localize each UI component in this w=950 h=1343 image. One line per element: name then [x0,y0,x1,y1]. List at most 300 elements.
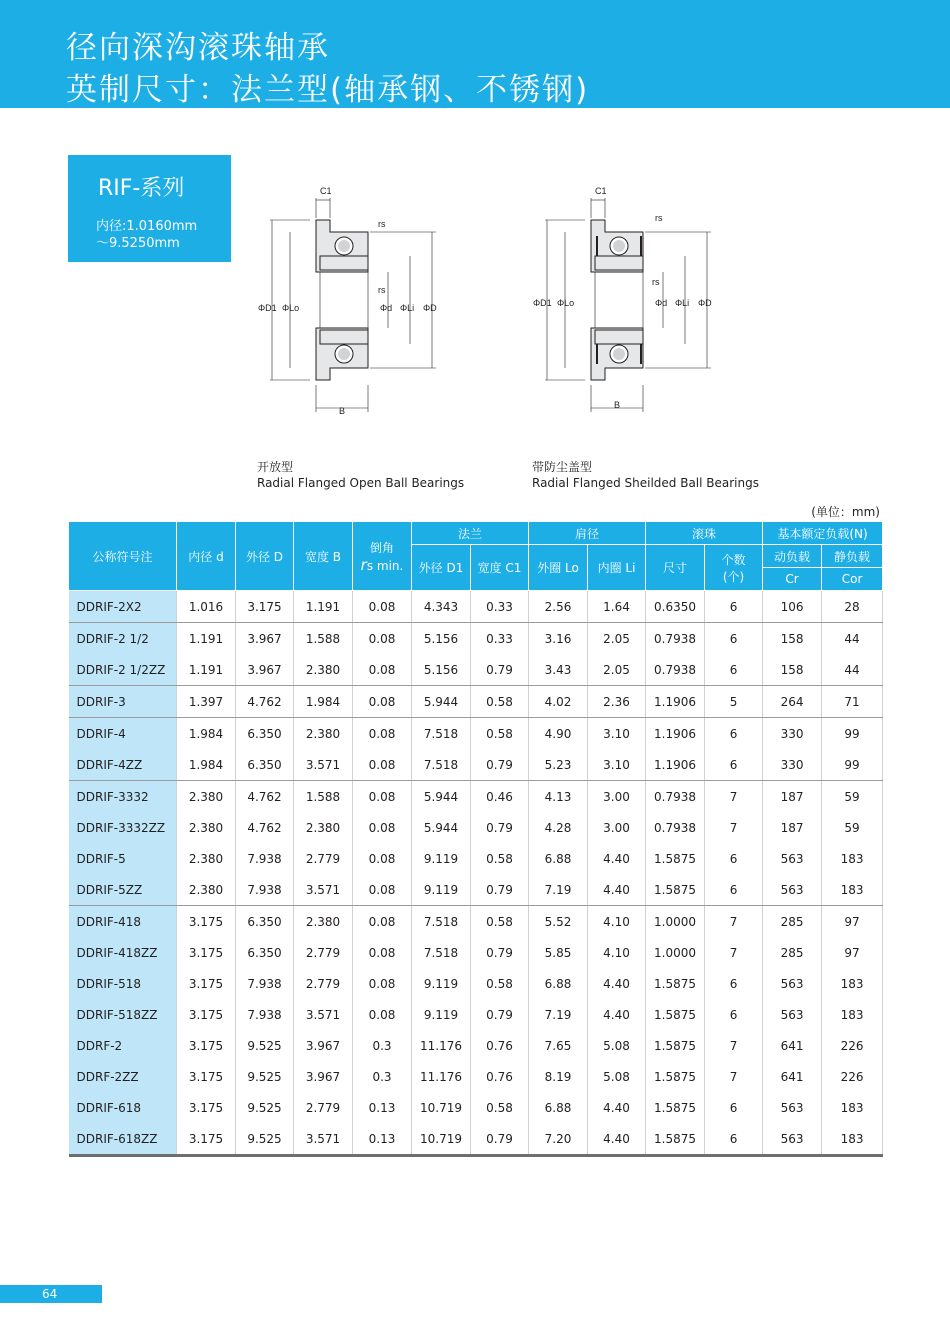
cell-ball-size: 1.5875 [646,874,705,906]
cell-chamfer: 0.08 [353,623,412,655]
cell-cor: 99 [822,718,883,750]
page-number: 64 [42,1287,58,1301]
cell-ball-count: 7 [705,1030,763,1061]
cell-cor: 183 [822,874,883,906]
cell-flange-od: 10.719 [412,1092,471,1123]
cell-cr: 563 [763,968,822,999]
cell-cr: 158 [763,654,822,686]
cell-shoulder-li: 2.05 [588,623,646,655]
series-range-line2: ～9.5250mm [96,236,180,251]
cell-flange-od: 9.119 [412,999,471,1030]
th-flange: 法兰 [412,522,529,545]
cell-inner-d: 1.191 [177,654,236,686]
table-row [69,999,883,1030]
cell-chamfer: 0.08 [353,937,412,968]
cell-chamfer: 0.08 [353,686,412,718]
cell-shoulder-li: 5.08 [588,1061,646,1092]
cell-inner-d: 1.397 [177,686,236,718]
cell-outer-d: 7.938 [236,999,294,1030]
table-row [69,874,883,906]
cell-cor: 183 [822,999,883,1030]
cell-shoulder-li: 3.10 [588,749,646,781]
cell-ball-count: 7 [705,906,763,938]
cell-cor: 97 [822,906,883,938]
cell-cr: 106 [763,591,822,623]
cell-flange-w: 0.79 [471,749,529,781]
cell-flange-od: 9.119 [412,843,471,874]
table-row [69,749,883,781]
cell-shoulder-lo: 7.65 [529,1030,588,1061]
cell-shoulder-li: 3.00 [588,781,646,813]
series-name: RIF-系列 [98,176,185,201]
cell-outer-d: 3.967 [236,623,294,655]
cell-cor: 226 [822,1030,883,1061]
cell-chamfer: 0.08 [353,749,412,781]
cell-model: DDRIF-2 1/2ZZ [69,654,177,686]
cell-ball-count: 6 [705,843,763,874]
cell-flange-od: 7.518 [412,906,471,938]
shielded-caption-en: Radial Flanged Sheilded Ball Bearings [532,476,759,490]
cell-outer-d: 7.938 [236,874,294,906]
cell-shoulder-lo: 5.52 [529,906,588,938]
cell-cor: 183 [822,968,883,999]
open-label-dd: ΦD [423,303,437,313]
cell-flange-w: 0.76 [471,1061,529,1092]
table-row [69,968,883,999]
cell-width-b: 3.571 [294,999,353,1030]
cell-cr: 187 [763,781,822,813]
page-number-tab [0,1285,102,1303]
cell-ball-size: 1.5875 [646,1030,705,1061]
cell-inner-d: 3.175 [177,1061,236,1092]
table-row [69,1030,883,1061]
cell-model: DDRIF-518ZZ [69,999,177,1030]
cell-flange-od: 7.518 [412,937,471,968]
th-chamfer-symbol: r [360,555,367,574]
cell-inner-d: 1.191 [177,623,236,655]
cell-inner-d: 3.175 [177,968,236,999]
cell-inner-d: 2.380 [177,812,236,843]
cell-cr: 285 [763,937,822,968]
cell-shoulder-lo: 2.56 [529,591,588,623]
cell-inner-d: 3.175 [177,1030,236,1061]
cell-width-b: 3.967 [294,1030,353,1061]
th-shoulder-li: 内圈 Li [588,545,646,591]
cell-width-b: 2.380 [294,718,353,750]
cell-cor: 28 [822,591,883,623]
cell-flange-w: 0.79 [471,1123,529,1156]
cell-model: DDRIF-4 [69,718,177,750]
shielded-bearing-drawing [525,180,725,420]
cell-width-b: 1.588 [294,781,353,813]
cell-model: DDRIF-2 1/2 [69,623,177,655]
cell-ball-count: 7 [705,1061,763,1092]
cell-flange-od: 5.944 [412,781,471,813]
cell-shoulder-li: 3.10 [588,718,646,750]
cell-shoulder-lo: 3.43 [529,654,588,686]
open-label-li: ΦLi [400,303,415,313]
th-shoulder-lo: 外圈 Lo [529,545,588,591]
cell-flange-od: 5.944 [412,686,471,718]
cell-outer-d: 9.525 [236,1123,294,1156]
open-label-lo: ΦLo [282,303,300,313]
series-range-line1: 内径:1.0160mm [96,219,198,234]
shielded-bearing-diagram [525,180,725,420]
cell-flange-w: 0.58 [471,1092,529,1123]
cell-cor: 97 [822,937,883,968]
cell-outer-d: 9.525 [236,1030,294,1061]
cell-ball-count: 7 [705,812,763,843]
cell-shoulder-lo: 4.28 [529,812,588,843]
cell-flange-od: 9.119 [412,968,471,999]
shielded-label-b: B [614,400,621,410]
cell-shoulder-li: 2.36 [588,686,646,718]
cell-ball-size: 1.5875 [646,968,705,999]
cell-cor: 226 [822,1061,883,1092]
shielded-label-d: Φd [655,298,668,308]
shielded-label-lo: ΦLo [557,298,575,308]
cell-shoulder-lo: 7.19 [529,999,588,1030]
open-bearing-drawing [250,180,450,420]
th-chamfer-top: 倒角 [369,540,394,555]
th-cr: Cr [763,568,822,591]
shielded-label-rs-top: rs [655,213,663,223]
shielded-label-dd: ΦD [698,298,712,308]
open-caption-cn: 开放型 [257,460,294,474]
cell-cor: 59 [822,812,883,843]
th-static: 静负载 [822,545,883,568]
shielded-label-rs-mid: rs [652,277,660,287]
th-width-b: 宽度 B [294,522,353,591]
page-header [0,0,950,108]
cell-shoulder-lo: 3.16 [529,623,588,655]
cell-cor: 71 [822,686,883,718]
cell-width-b: 2.779 [294,968,353,999]
cell-shoulder-li: 4.40 [588,843,646,874]
cell-width-b: 1.191 [294,591,353,623]
table-row [69,781,883,813]
cell-shoulder-li: 4.40 [588,874,646,906]
cell-model: DDRIF-2X2 [69,591,177,623]
cell-flange-w: 0.58 [471,686,529,718]
cell-shoulder-lo: 7.19 [529,874,588,906]
cell-model: DDRIF-418 [69,906,177,938]
cell-shoulder-lo: 8.19 [529,1061,588,1092]
cell-width-b: 1.588 [294,623,353,655]
open-caption-en: Radial Flanged Open Ball Bearings [257,476,465,490]
cell-inner-d: 1.016 [177,591,236,623]
cell-outer-d: 6.350 [236,937,294,968]
cell-model: DDRIF-4ZZ [69,749,177,781]
cell-chamfer: 0.3 [353,1030,412,1061]
cell-outer-d: 4.762 [236,781,294,813]
cell-flange-w: 0.58 [471,906,529,938]
cell-chamfer: 0.08 [353,968,412,999]
cell-shoulder-li: 4.40 [588,1123,646,1156]
cell-chamfer: 0.08 [353,812,412,843]
cell-width-b: 1.984 [294,686,353,718]
cell-model: DDRIF-518 [69,968,177,999]
cell-cr: 563 [763,874,822,906]
cell-shoulder-lo: 6.88 [529,1092,588,1123]
cell-shoulder-lo: 5.23 [529,749,588,781]
cell-model: DDRIF-3332 [69,781,177,813]
cell-width-b: 3.571 [294,874,353,906]
cell-outer-d: 6.350 [236,906,294,938]
cell-model: DDRIF-618ZZ [69,1123,177,1156]
cell-ball-count: 6 [705,654,763,686]
cell-ball-count: 6 [705,968,763,999]
th-chamfer [353,522,412,591]
cell-ball-size: 0.7938 [646,654,705,686]
cell-cr: 563 [763,1123,822,1156]
cell-inner-d: 2.380 [177,874,236,906]
cell-shoulder-li: 4.40 [588,999,646,1030]
cell-outer-d: 4.762 [236,812,294,843]
open-label-c1: C1 [320,186,332,196]
cell-model: DDRIF-5ZZ [69,874,177,906]
series-badge [68,155,231,262]
shielded-caption [532,459,759,491]
table-row [69,1092,883,1123]
open-label-rs-top: rs [378,219,386,229]
table-row [69,686,883,718]
th-ball-count-2: (个) [722,569,745,584]
cell-model: DDRF-2 [69,1030,177,1061]
cell-inner-d: 2.380 [177,843,236,874]
cell-shoulder-lo: 6.88 [529,843,588,874]
cell-ball-count: 6 [705,1092,763,1123]
cell-ball-count: 5 [705,686,763,718]
cell-model: DDRIF-5 [69,843,177,874]
cell-width-b: 3.571 [294,1123,353,1156]
cell-inner-d: 3.175 [177,999,236,1030]
th-dynamic: 动负载 [763,545,822,568]
table-row [69,1123,883,1156]
cell-shoulder-li: 4.10 [588,906,646,938]
cell-shoulder-lo: 7.20 [529,1123,588,1156]
open-label-rs-mid: rs [378,285,386,295]
cell-shoulder-li: 4.40 [588,968,646,999]
table-row [69,812,883,843]
cell-model: DDRIF-618 [69,1092,177,1123]
cell-cr: 264 [763,686,822,718]
cell-shoulder-li: 2.05 [588,654,646,686]
cell-ball-count: 6 [705,874,763,906]
open-label-d1: ΦD1 [258,303,277,313]
th-flange-od: 外径 D1 [412,545,471,591]
cell-cr: 330 [763,718,822,750]
cell-shoulder-lo: 5.85 [529,937,588,968]
cell-ball-size: 0.7938 [646,623,705,655]
cell-ball-size: 1.5875 [646,1123,705,1156]
cell-flange-od: 7.518 [412,749,471,781]
spec-table-body [69,591,883,1156]
cell-chamfer: 0.13 [353,1123,412,1156]
cell-inner-d: 3.175 [177,1092,236,1123]
cell-ball-size: 1.1906 [646,718,705,750]
th-ball-count [705,545,763,591]
cell-flange-w: 0.46 [471,781,529,813]
cell-shoulder-li: 4.40 [588,1092,646,1123]
cell-ball-count: 6 [705,623,763,655]
cell-chamfer: 0.13 [353,1092,412,1123]
cell-shoulder-lo: 4.90 [529,718,588,750]
cell-flange-w: 0.79 [471,999,529,1030]
table-row [69,654,883,686]
cell-outer-d: 3.967 [236,654,294,686]
cell-model: DDRIF-3 [69,686,177,718]
th-inner-d: 内径 d [177,522,236,591]
cell-flange-w: 0.79 [471,937,529,968]
cell-cor: 99 [822,749,883,781]
cell-ball-count: 6 [705,718,763,750]
cell-ball-size: 1.1906 [646,686,705,718]
open-caption [257,459,464,491]
table-row [69,843,883,874]
cell-outer-d: 9.525 [236,1061,294,1092]
open-label-b: B [339,406,346,416]
page-title-line2: 英制尺寸：法兰型(轴承钢、不锈钢) [66,72,590,108]
cell-ball-size: 1.5875 [646,843,705,874]
cell-inner-d: 3.175 [177,937,236,968]
cell-shoulder-li: 3.00 [588,812,646,843]
cell-ball-size: 1.1906 [646,749,705,781]
cell-cr: 563 [763,1092,822,1123]
page-title-line1: 径向深沟滚珠轴承 [66,30,330,66]
cell-cr: 641 [763,1061,822,1092]
table-row [69,623,883,655]
cell-flange-od: 9.119 [412,874,471,906]
table-row [69,591,883,623]
cell-cor: 44 [822,654,883,686]
cell-shoulder-lo: 4.13 [529,781,588,813]
cell-ball-size: 0.7938 [646,812,705,843]
table-row [69,937,883,968]
cell-flange-w: 0.79 [471,874,529,906]
cell-flange-w: 0.79 [471,654,529,686]
cell-ball-size: 1.5875 [646,1092,705,1123]
cell-flange-w: 0.33 [471,623,529,655]
cell-flange-w: 0.33 [471,591,529,623]
cell-chamfer: 0.08 [353,781,412,813]
cell-model: DDRIF-418ZZ [69,937,177,968]
cell-chamfer: 0.08 [353,591,412,623]
cell-ball-count: 6 [705,999,763,1030]
cell-cr: 563 [763,843,822,874]
th-shoulder: 肩径 [529,522,646,545]
cell-ball-count: 6 [705,591,763,623]
cell-flange-w: 0.76 [471,1030,529,1061]
cell-inner-d: 2.380 [177,781,236,813]
cell-outer-d: 7.938 [236,968,294,999]
cell-inner-d: 1.984 [177,749,236,781]
cell-cr: 641 [763,1030,822,1061]
cell-width-b: 2.779 [294,843,353,874]
open-label-d: Φd [380,303,393,313]
th-ball-size: 尺寸 [646,545,705,591]
cell-outer-d: 3.175 [236,591,294,623]
cell-ball-size: 1.0000 [646,937,705,968]
cell-flange-od: 11.176 [412,1061,471,1092]
cell-flange-w: 0.58 [471,843,529,874]
cell-inner-d: 1.984 [177,718,236,750]
cell-outer-d: 4.762 [236,686,294,718]
shielded-label-li: ΦLi [675,298,690,308]
cell-width-b: 2.779 [294,1092,353,1123]
cell-ball-count: 7 [705,937,763,968]
cell-ball-count: 6 [705,1123,763,1156]
cell-ball-size: 1.5875 [646,1061,705,1092]
cell-chamfer: 0.08 [353,874,412,906]
table-row [69,1061,883,1092]
cell-cr: 330 [763,749,822,781]
cell-outer-d: 6.350 [236,749,294,781]
unit-note: (单位：mm) [811,505,880,519]
table-row [69,906,883,938]
th-outer-d: 外径 D [236,522,294,591]
cell-ball-size: 1.0000 [646,906,705,938]
cell-flange-od: 4.343 [412,591,471,623]
cell-cor: 183 [822,843,883,874]
cell-cr: 563 [763,999,822,1030]
cell-ball-size: 0.7938 [646,781,705,813]
cell-width-b: 3.967 [294,1061,353,1092]
th-cor: Cor [822,568,883,591]
th-chamfer-bottom: s min. [366,558,404,573]
shielded-label-d1: ΦD1 [533,298,552,308]
cell-chamfer: 0.08 [353,906,412,938]
cell-shoulder-lo: 4.02 [529,686,588,718]
cell-inner-d: 3.175 [177,906,236,938]
cell-shoulder-li: 1.64 [588,591,646,623]
cell-model: DDRIF-3332ZZ [69,812,177,843]
cell-flange-od: 10.719 [412,1123,471,1156]
cell-flange-od: 5.156 [412,654,471,686]
table-row [69,718,883,750]
cell-cor: 59 [822,781,883,813]
cell-ball-size: 0.6350 [646,591,705,623]
cell-flange-od: 7.518 [412,718,471,750]
cell-ball-count: 7 [705,781,763,813]
cell-flange-od: 11.176 [412,1030,471,1061]
cell-cr: 158 [763,623,822,655]
th-flange-w: 宽度 C1 [471,545,529,591]
cell-chamfer: 0.08 [353,654,412,686]
cell-cr: 187 [763,812,822,843]
cell-width-b: 2.779 [294,937,353,968]
cell-outer-d: 9.525 [236,1092,294,1123]
cell-shoulder-lo: 6.88 [529,968,588,999]
cell-flange-w: 0.79 [471,812,529,843]
cell-width-b: 2.380 [294,812,353,843]
cell-cr: 285 [763,906,822,938]
cell-flange-od: 5.944 [412,812,471,843]
cell-width-b: 2.380 [294,906,353,938]
cell-chamfer: 0.08 [353,843,412,874]
cell-flange-w: 0.58 [471,718,529,750]
shielded-caption-cn: 带防尘盖型 [532,460,593,474]
cell-cor: 183 [822,1123,883,1156]
th-load: 基本额定负载(N) [763,522,883,545]
cell-inner-d: 3.175 [177,1123,236,1156]
th-ball-count-1: 个数 [721,552,746,567]
shielded-label-c1: C1 [595,186,607,196]
cell-ball-size: 1.5875 [646,999,705,1030]
cell-chamfer: 0.3 [353,1061,412,1092]
cell-flange-w: 0.58 [471,968,529,999]
th-ball: 滚珠 [646,522,763,545]
